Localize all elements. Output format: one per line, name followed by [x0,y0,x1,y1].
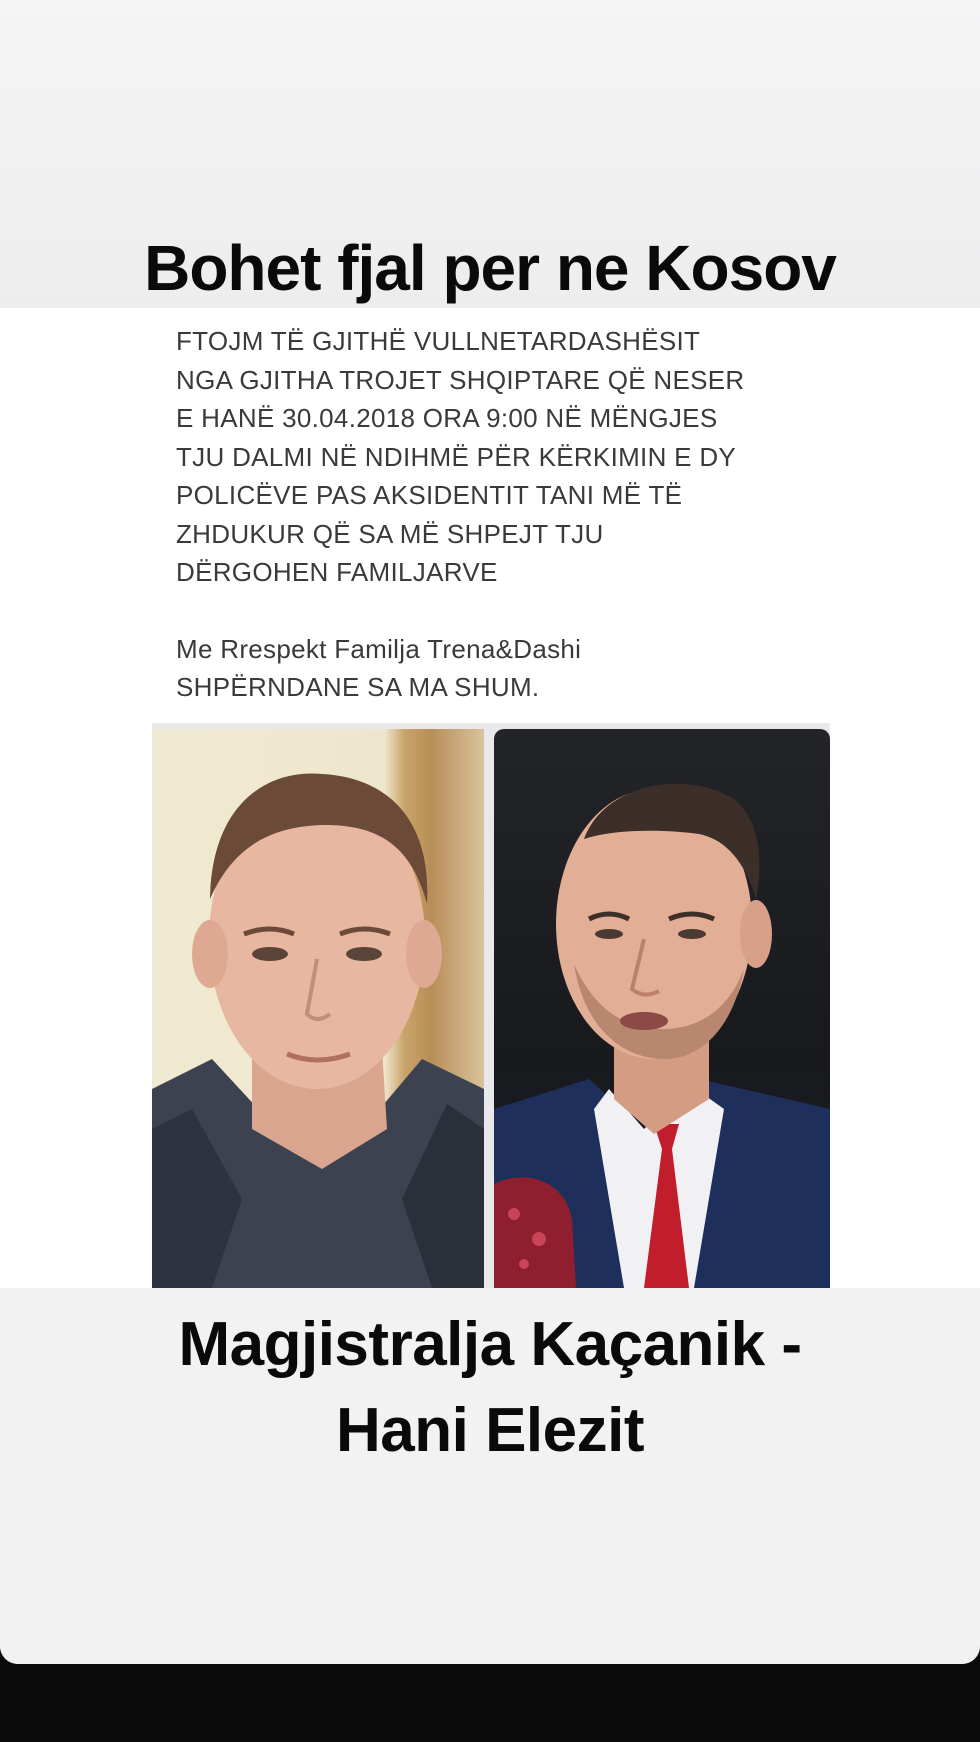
portrait-right [494,729,830,1288]
caption-line-1: Magjistralja Kaçanik - [178,1310,802,1379]
post-line: NGA GJITHA TROJET SHQIPTARE QË NESER [176,364,745,395]
post-line: DËRGOHEN FAMILJARVE [176,557,498,587]
location-caption [0,1302,980,1474]
post-signature-line: Me Rrespekt Familja Trena&Dashi [176,633,582,664]
post-line: TJU DALMI NË NDIHMË PËR KËRKIMIN E DY [176,441,737,472]
post-line: E HANË 30.04.2018 ORA 9:00 NË MËNGJES [176,403,718,433]
missing-persons-photos [152,723,830,1288]
post-signature-line: SHPËRNDANE SA MA SHUM. [176,672,540,702]
post-line: FTOJM TË GJITHË VULLNETARDASHËSIT [176,326,701,356]
shared-post [0,308,980,1288]
caption-line-2: Hani Elezit [335,1396,644,1465]
post-text [176,322,876,707]
post-line: POLICËVE PAS AKSIDENTIT TANI MË TË [176,480,683,510]
story-headline: Bohet fjal per ne Kosov [144,232,836,304]
post-line: ZHDUKUR QË SA MË SHPEJT TJU [176,518,604,549]
portrait-left [152,729,484,1288]
